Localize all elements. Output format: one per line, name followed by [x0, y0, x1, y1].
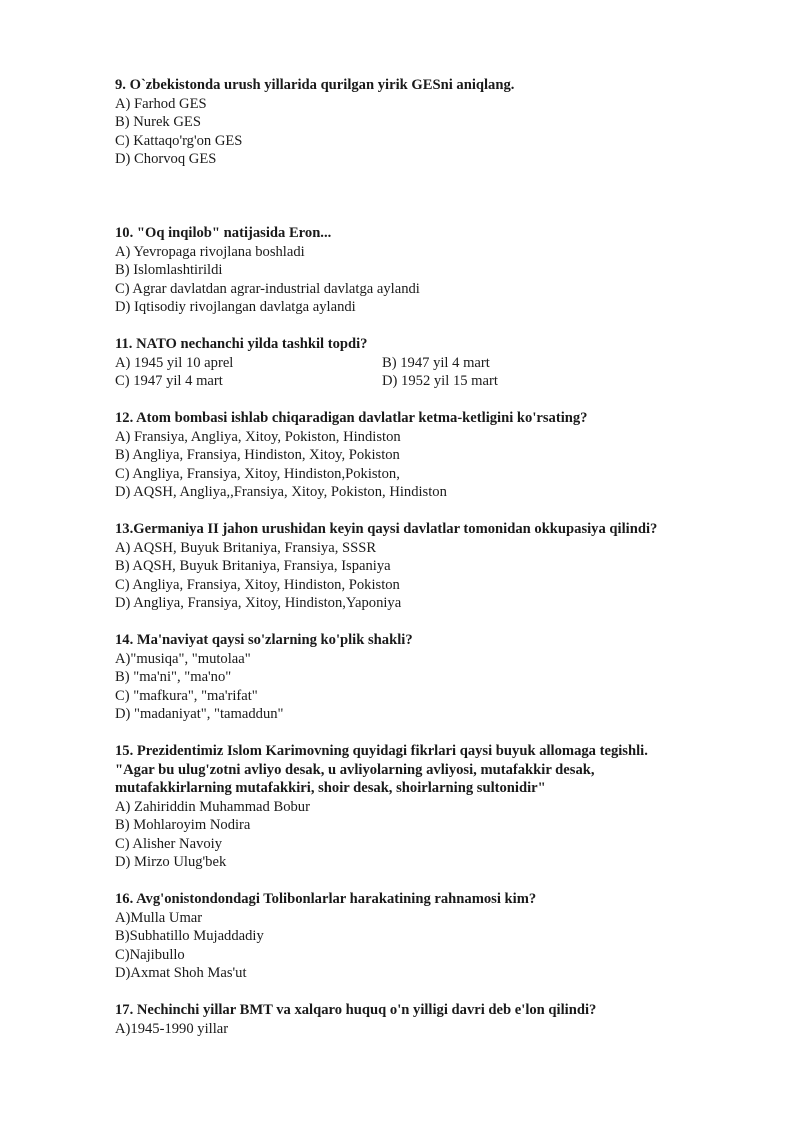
answer-option: A)1945-1990 yillar	[115, 1020, 229, 1037]
answer-option: A) 1945 yil 10 aprel	[115, 354, 234, 371]
question-17	[115, 1001, 755, 1038]
answer-option: D) Angliya, Fransiya, Xitoy, Hindiston,Yaponiya	[115, 595, 402, 611]
answer-option: B) Angliya, Fransiya, Hindiston, Xitoy, Pokiston	[115, 447, 400, 463]
test-document	[115, 76, 755, 1038]
answer-option: A)Mulla Umar	[115, 909, 203, 926]
answer-option: C) Alisher Navoiy	[115, 835, 223, 852]
answer-option: B) 1947 yil 4 mart	[382, 354, 490, 371]
answer-option: B) "ma'ni", "ma'no"	[115, 669, 232, 685]
question-14	[115, 631, 755, 724]
answer-option: B) Nurek GES	[115, 114, 201, 130]
question-title: 12. Atom bombasi ishlab chiqaradigan davlatlar ketma-ketligini ko'rsating?	[115, 410, 588, 426]
answer-option: A) Fransiya, Angliya, Xitoy, Pokiston, Hindiston	[115, 428, 401, 445]
answer-option: D) Mirzo Ulug'bek	[115, 854, 227, 870]
answer-option: B) AQSH, Buyuk Britaniya, Fransiya, Ispaniya	[115, 558, 391, 574]
question-title: 13.Germaniya II jahon urushidan keyin qaysi davlatlar tomonidan okkupasiya qilindi?	[115, 521, 658, 537]
answer-option: A) Farhod GES	[115, 95, 207, 112]
answer-option: D)Axmat Shoh Mas'ut	[115, 965, 247, 981]
question-title: 14. Ma'naviyat qaysi so'zlarning ko'plik shakli?	[115, 632, 413, 648]
answer-option: D) Iqtisodiy rivojlangan davlatga aylandi	[115, 299, 356, 315]
answer-option: D) 1952 yil 15 mart	[382, 373, 498, 389]
question-title: 11. NATO nechanchi yilda tashkil topdi?	[115, 336, 368, 352]
answer-option: D) Chorvoq GES	[115, 151, 217, 167]
answer-option: C) Angliya, Fransiya, Xitoy, Hindiston,Pokiston,	[115, 465, 400, 482]
answer-option: D) AQSH, Angliya,,Fransiya, Xitoy, Pokiston, Hindiston	[115, 484, 447, 500]
answer-option: D) "madaniyat", "tamaddun"	[115, 706, 284, 722]
question-quote-line: "Agar bu ulug'zotni avliyo desak, u avliyolarning avliyosi, mutafakkir desak,	[115, 761, 595, 778]
question-9	[115, 76, 755, 169]
answer-option: C) 1947 yil 4 mart	[115, 373, 223, 389]
question-title: 17. Nechinchi yillar BMT va xalqaro huquq o'n yilligi davri deb e'lon qilindi?	[115, 1002, 597, 1018]
answer-option: B)Subhatillo Mujaddadiy	[115, 928, 264, 944]
question-title: 15. Prezidentimiz Islom Karimovning quyidagi fikrlari qaysi buyuk allomaga tegishli.	[115, 743, 648, 759]
question-11	[115, 335, 755, 391]
answer-option: A) AQSH, Buyuk Britaniya, Fransiya, SSSR	[115, 539, 377, 556]
answer-option: C) Agrar davlatdan agrar-industrial davlatga aylandi	[115, 280, 420, 297]
question-title: 9. O`zbekistonda urush yillarida qurilgan yirik GESni aniqlang.	[115, 77, 515, 93]
question-16	[115, 890, 755, 983]
question-title: 16. Avg'onistondondagi Tolibonlarlar harakatining rahnamosi kim?	[115, 891, 537, 907]
answer-option: C)Najibullo	[115, 946, 185, 963]
question-12	[115, 409, 755, 502]
question-title: 10. "Oq inqilob" natijasida Eron...	[115, 225, 332, 241]
answer-option: C) Angliya, Fransiya, Xitoy, Hindiston, Pokiston	[115, 576, 400, 593]
answer-option: B) Mohlaroyim Nodira	[115, 817, 251, 833]
answer-option: C) Kattaqo'rg'on GES	[115, 132, 243, 149]
answer-option: A)"musiqa", "mutolaa"	[115, 650, 251, 667]
question-13	[115, 520, 755, 613]
answer-option: A) Zahiriddin Muhammad Bobur	[115, 798, 310, 815]
answer-option: B) Islomlashtirildi	[115, 262, 223, 278]
answer-option: A) Yevropaga rivojlana boshladi	[115, 243, 305, 260]
answer-option: C) "mafkura", "ma'rifat"	[115, 687, 258, 704]
question-quote-line: mutafakkirlarning mutafakkiri, shoir desak, shoirlarning sultonidir"	[115, 780, 546, 796]
question-15	[115, 742, 755, 872]
question-10	[115, 224, 755, 317]
